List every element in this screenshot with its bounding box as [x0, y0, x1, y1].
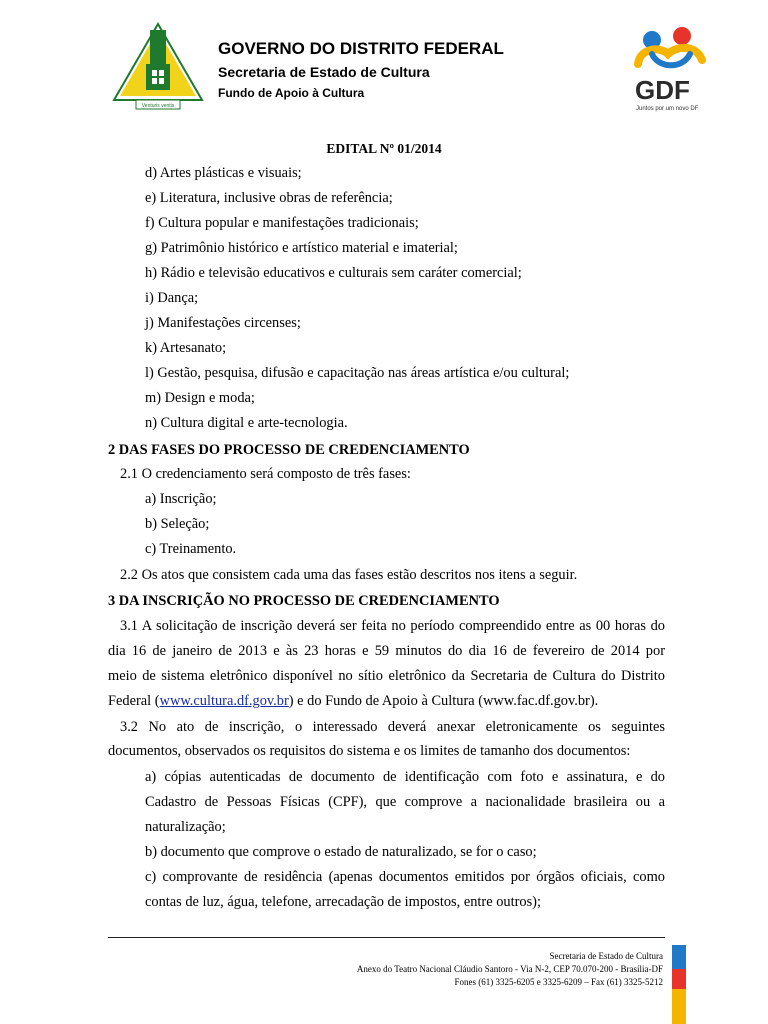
list-item: c) Treinamento.: [145, 541, 237, 557]
paragraph: dia 16 de janeiro de 2013 e às 23 horas e 59 minutos do dia 16 de fevereiro de 2014 por: [108, 643, 665, 659]
gdf-tagline: Juntos por um novo DF: [636, 106, 699, 112]
edital-title: EDITAL Nº 01/2014: [326, 141, 442, 156]
footer-address: Anexo do Teatro Nacional Cláudio Santoro - Via N-2, CEP 70.070-200 - Brasília-DF: [356, 964, 663, 974]
page-footer: [357, 950, 663, 989]
list-item: j) Manifestações circenses;: [145, 315, 301, 331]
section-heading-3: 3 DA INSCRIÇÃO NO PROCESSO DE CREDENCIAMENTO: [108, 593, 500, 609]
list-item: a) Inscrição;: [145, 491, 217, 507]
paragraph: meio de sistema eletrônico disponível no sítio eletrônico da Secretaria de Cultura do Distrito: [108, 668, 665, 684]
cultura-website-link[interactable]: www.cultura.df.gov.br: [159, 693, 289, 709]
paragraph-text: ) e do Fundo de Apoio à Cultura (www.fac.df.gov.br).: [288, 693, 599, 709]
list-item: n) Cultura digital e arte-tecnologia.: [145, 415, 348, 431]
df-coat-of-arms-icon: [110, 22, 206, 114]
list-item: Cadastro de Pessoas Físicas (CPF), que comprove a nacionalidade brasileira ou a: [145, 794, 665, 810]
footer-color-bar-red: [672, 969, 686, 989]
secretariat-title: Secretaria de Estado de Cultura: [218, 64, 430, 80]
list-item: g) Patrimônio histórico e artístico material e imaterial;: [145, 240, 458, 256]
footer-divider: [108, 937, 665, 938]
paragraph: 3.2 No ato de inscrição, o interessado deverá anexar eletronicamente os seguintes: [120, 719, 665, 735]
paragraph: 2.1 O credenciamento será composto de três fases:: [120, 466, 411, 482]
header-titles: [218, 38, 504, 101]
list-item: l) Gestão, pesquisa, difusão e capacitação nas áreas artística e/ou cultural;: [145, 365, 570, 381]
footer-color-bar-blue: [672, 945, 686, 969]
gdf-logo: [630, 24, 710, 118]
section-heading-2: 2 DAS FASES DO PROCESSO DE CREDENCIAMENTO: [108, 442, 470, 458]
list-item: i) Dança;: [145, 290, 199, 306]
list-item: f) Cultura popular e manifestações tradicionais;: [145, 215, 419, 231]
paragraph-text: Federal (: [108, 693, 160, 709]
paragraph: 3.1 A solicitação de inscrição deverá ser feita no período compreendido entre as 00 horas do: [120, 618, 665, 634]
gdf-wordmark: GDF: [635, 75, 690, 105]
list-item: contas de luz, água, telefone, arrecadação de impostos, entre outros);: [145, 894, 541, 910]
list-item: c) comprovante de residência (apenas documentos emitidos por órgãos oficiais, como: [145, 869, 665, 885]
government-title: GOVERNO DO DISTRITO FEDERAL: [218, 39, 504, 58]
paragraph: 2.2 Os atos que consistem cada uma das fases estão descritos nos itens a seguir.: [120, 567, 578, 583]
list-item: h) Rádio e televisão educativos e culturais sem caráter comercial;: [145, 265, 522, 281]
list-item: e) Literatura, inclusive obras de referência;: [145, 190, 393, 206]
crest-motto: Venturis ventis: [141, 103, 175, 109]
list-item: naturalização;: [145, 819, 226, 835]
list-item: m) Design e moda;: [145, 390, 255, 406]
list-item: d) Artes plásticas e visuais;: [145, 165, 302, 181]
footer-phones: Fones (61) 3325-6205 e 3325-6209 – Fax (61) 3325-5212: [454, 977, 663, 987]
paragraph: documentos, observados os requisitos do sistema e os limites de tamanho dos documentos:: [108, 743, 631, 759]
footer-color-bar-yellow: [672, 989, 686, 1024]
fund-title: Fundo de Apoio à Cultura: [218, 86, 365, 100]
list-item: k) Artesanato;: [145, 340, 227, 356]
gdf-people-icon: [630, 24, 710, 78]
list-item: a) cópias autenticadas de documento de identificação com foto e assinatura, e do: [145, 769, 665, 785]
list-item: b) documento que comprove o estado de naturalizado, se for o caso;: [145, 844, 537, 860]
paragraph: [108, 692, 598, 710]
footer-secretariat: Secretaria de Estado de Cultura: [549, 951, 663, 961]
list-item: b) Seleção;: [145, 516, 210, 532]
page-header: [0, 0, 768, 130]
